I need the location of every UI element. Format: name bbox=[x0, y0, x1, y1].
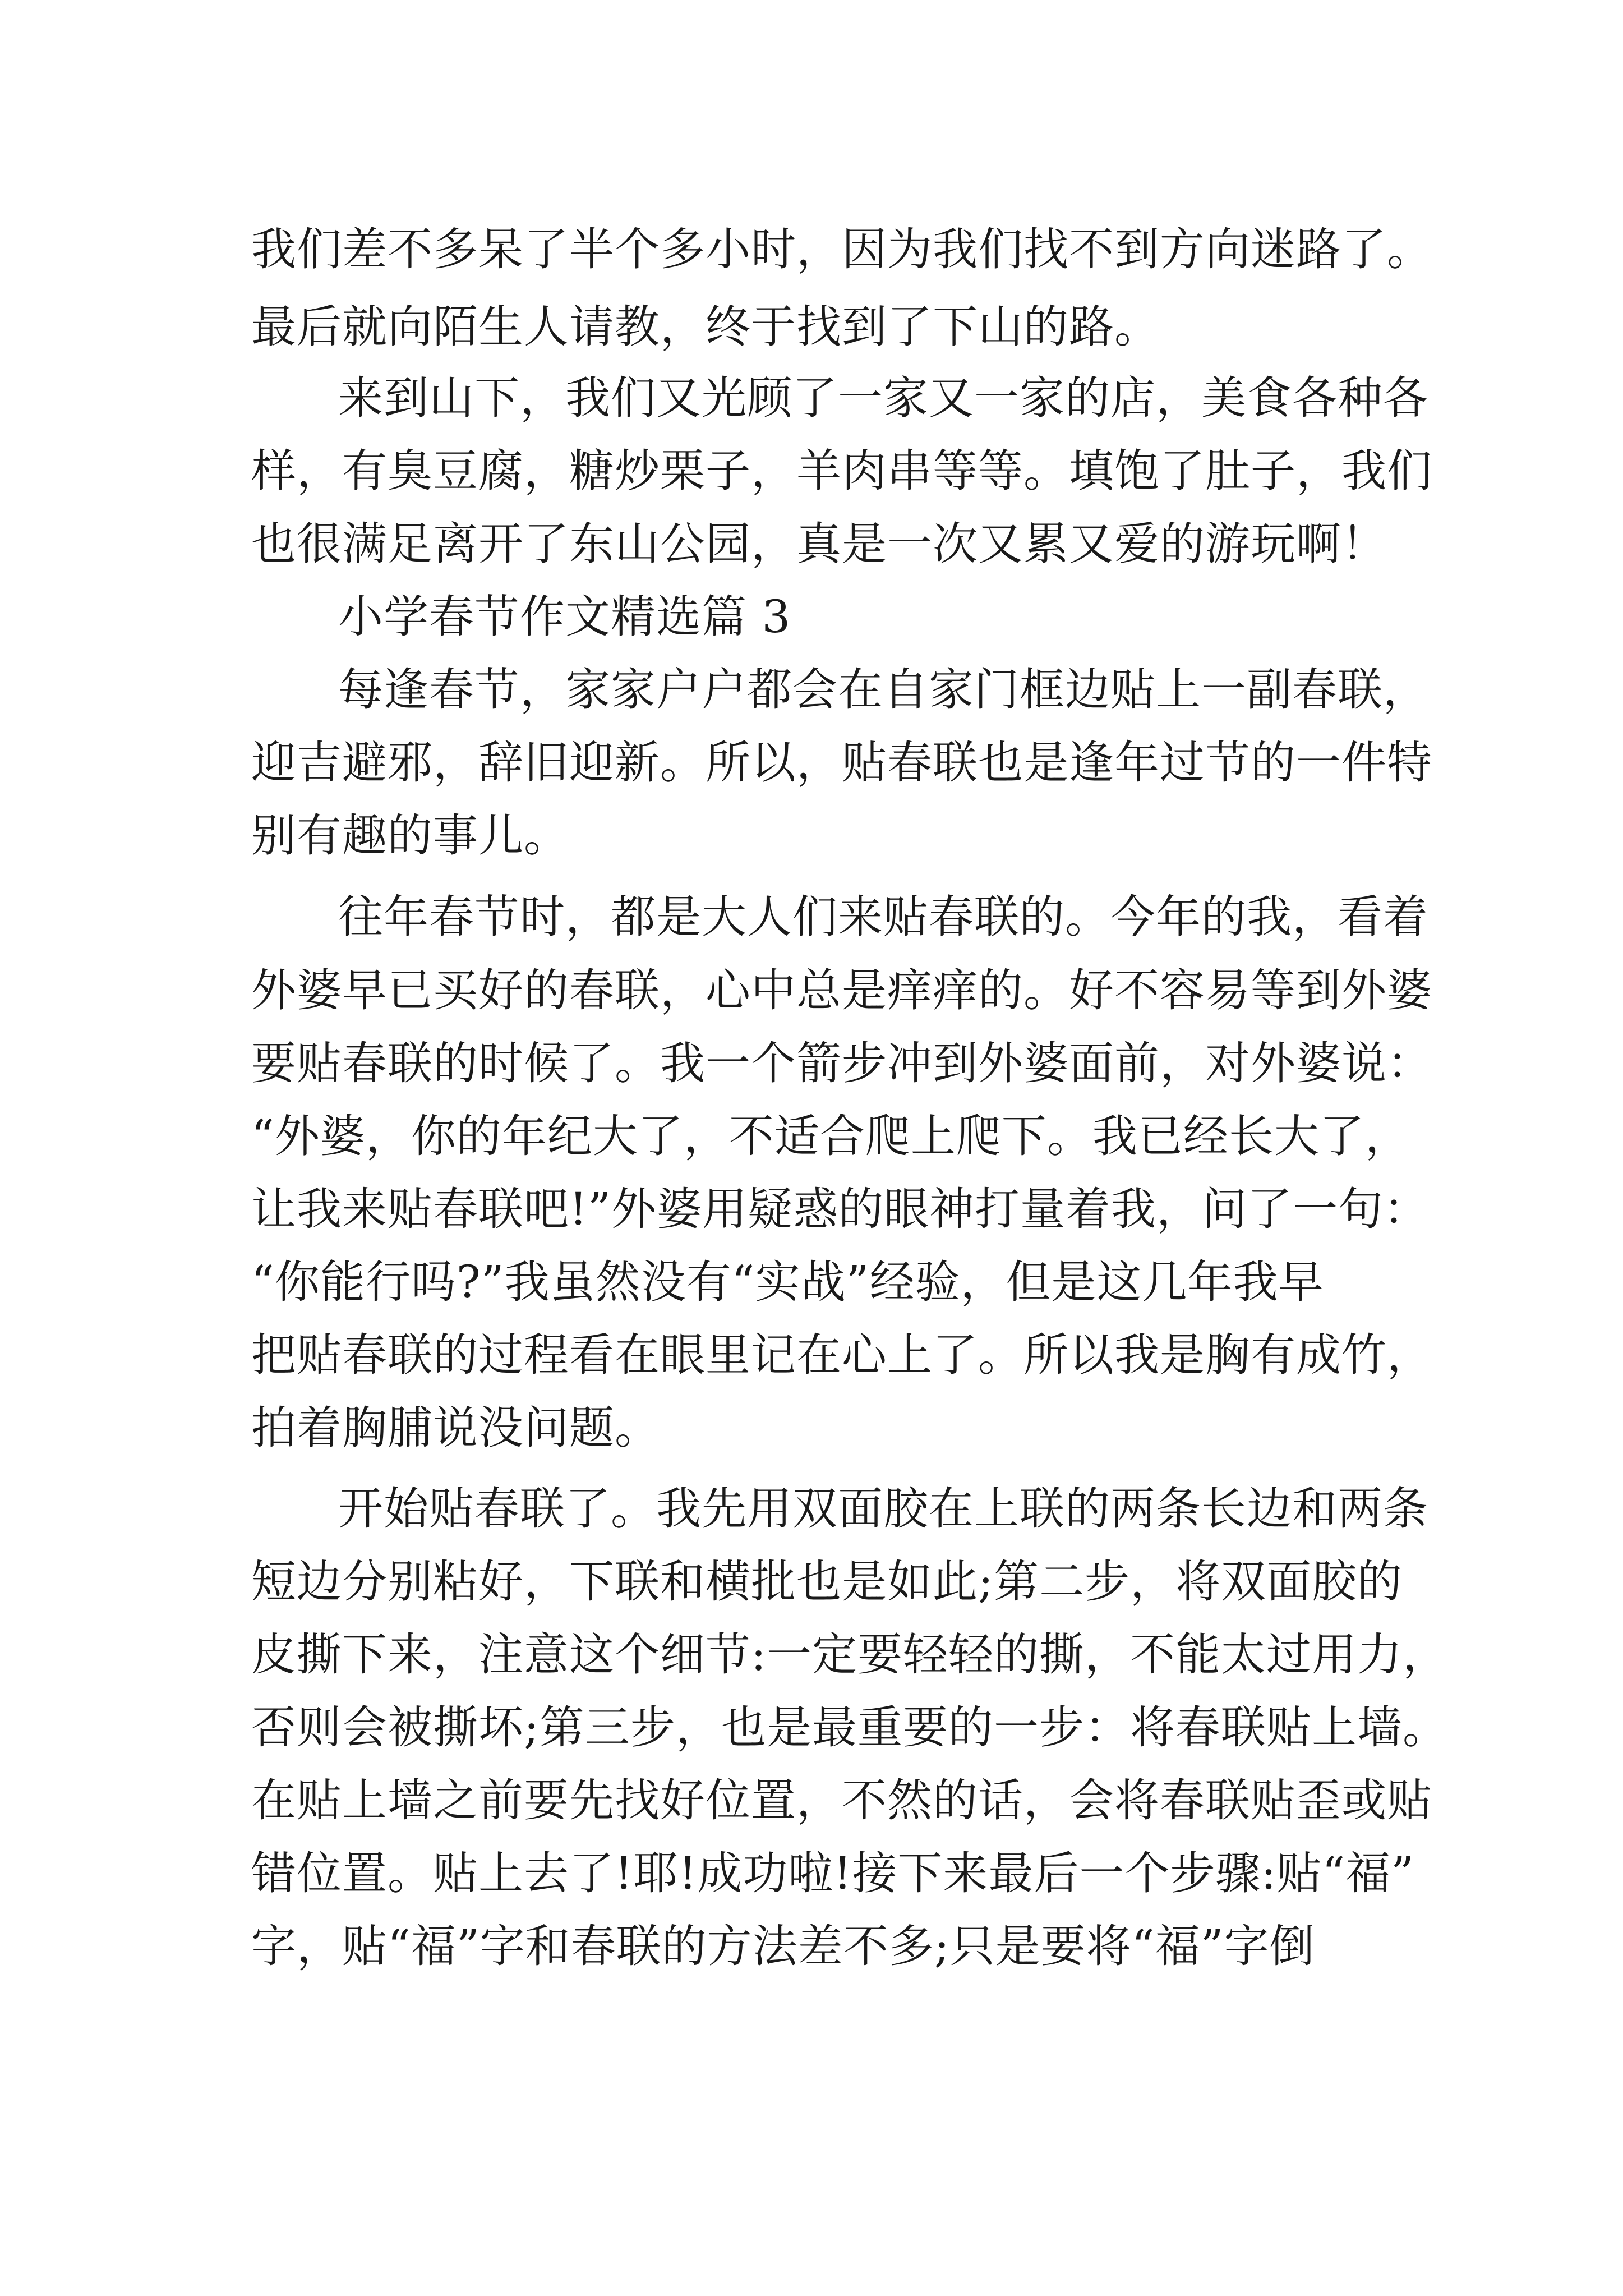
text-line: 在贴上墙之前要先找好位置，不然的话，会将春联贴歪或贴 bbox=[251, 1774, 1432, 1826]
section-heading: 小学春节作文精选篇 3 bbox=[338, 591, 791, 643]
text-line: 也很满足离开了东山公园，真是一次又累又爱的游玩啊！ bbox=[251, 518, 1387, 570]
text-line: 否则会被撕坏;第三步，也是最重要的一步：将春联贴上墙。 bbox=[251, 1701, 1448, 1754]
text-line: 让我来贴春联吧!”外婆用疑惑的眼神打量着我，问了一句： bbox=[251, 1183, 1430, 1235]
text-line: 最后就向陌生人请教，终于找到了下山的路。 bbox=[251, 301, 1160, 353]
text-line: 错位置。贴上去了!耶!成功啦!接下来最后一个步骤:贴“福” bbox=[251, 1847, 1415, 1899]
text-line: 字，贴“福”字和春联的方法差不多;只是要将“福”字倒 bbox=[251, 1920, 1315, 1972]
text-line: 我们差不多呆了半个多小时，因为我们找不到方向迷路了。 bbox=[251, 223, 1432, 275]
paragraph-start: 来到山下，我们又光顾了一家又一家的店，美食各种各 bbox=[338, 372, 1428, 424]
paragraph-start: 往年春节时，都是大人们来贴春联的。今年的我，看着 bbox=[338, 891, 1428, 943]
text-line: “你能行吗?”我虽然没有“实战”经验，但是这几年我早 bbox=[251, 1256, 1324, 1308]
paragraph-start: 每逢春节，家家户户都会在自家门框边贴上一副春联， bbox=[338, 664, 1428, 716]
text-line: “外婆，你的年纪大了，不适合爬上爬下。我已经长大了， bbox=[251, 1110, 1410, 1162]
text-line: 拍着胸脯说没问题。 bbox=[251, 1402, 660, 1454]
text-line: 样，有臭豆腐，糖炒栗子，羊肉串等等。填饱了肚子，我们 bbox=[251, 445, 1432, 497]
text-line: 皮撕下来，注意这个细节:一定要轻轻的撕，不能太过用力， bbox=[251, 1628, 1448, 1681]
text-line: 把贴春联的过程看在眼里记在心上了。所以我是胸有成竹， bbox=[251, 1329, 1432, 1381]
text-line: 短边分别粘好，下联和横批也是如此;第二步，将双面胶的 bbox=[251, 1556, 1403, 1608]
text-line: 别有趣的事儿。 bbox=[251, 809, 569, 862]
text-line: 要贴春联的时候了。我一个箭步冲到外婆面前，对外婆说： bbox=[251, 1037, 1432, 1089]
text-line: 外婆早已买好的春联，心中总是痒痒的。好不容易等到外婆 bbox=[251, 964, 1432, 1016]
text-line: 迎吉避邪，辞旧迎新。所以，贴春联也是逢年过节的一件特 bbox=[251, 737, 1432, 789]
paragraph-start: 开始贴春联了。我先用双面胶在上联的两条长边和两条 bbox=[338, 1483, 1428, 1535]
